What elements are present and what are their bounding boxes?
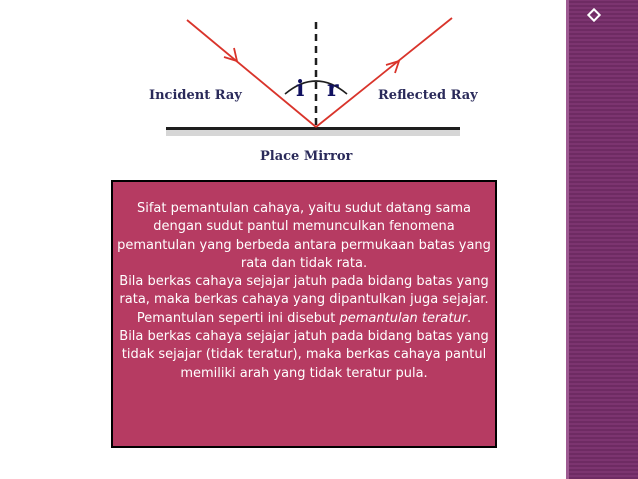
paragraph-2-end: . xyxy=(467,310,472,326)
reflected-ray-word: Ray xyxy=(450,88,478,103)
term-pemantulan-teratur: pemantulan teratur xyxy=(339,310,468,326)
paragraph-1: Sifat pemantulan cahaya, yaitu sudut datang sama dengan sudut pantul memunculkan fenomena pemantulan yang berbeda antara permukaan batas yang rata dan tidak rata. xyxy=(117,201,491,271)
incident-ray-label: Incident Ray xyxy=(149,88,242,103)
reflected-ray-label xyxy=(378,88,478,103)
explanation-box xyxy=(111,180,497,448)
reflection-diagram xyxy=(130,10,520,180)
side-decor-band xyxy=(566,0,638,479)
paragraph-3: Bila berkas cahaya sejajar jatuh pada bidang batas yang tidak sejajar (tidak teratur), maka berkas cahaya pantul memiliki arah yang tidak teratur pula. xyxy=(119,329,489,381)
mirror-shadow xyxy=(166,130,460,136)
angle-r-label: r xyxy=(327,76,339,102)
side-decor-edge xyxy=(566,0,569,479)
paragraph-2 xyxy=(117,273,491,328)
angle-i-label: i xyxy=(296,76,305,102)
reflected-ray xyxy=(316,18,452,127)
incident-ray xyxy=(187,20,316,127)
mirror-surface xyxy=(166,127,460,130)
mirror-label: Place Mirror xyxy=(260,149,353,164)
paragraph-2-text: Bila berkas cahaya sejajar jatuh pada bidang batas yang rata, maka berkas cahaya yang dipantulkan juga sejajar. Pemantulan seperti ini disebut xyxy=(119,274,489,326)
reflected-word: Reflected xyxy=(378,88,447,103)
